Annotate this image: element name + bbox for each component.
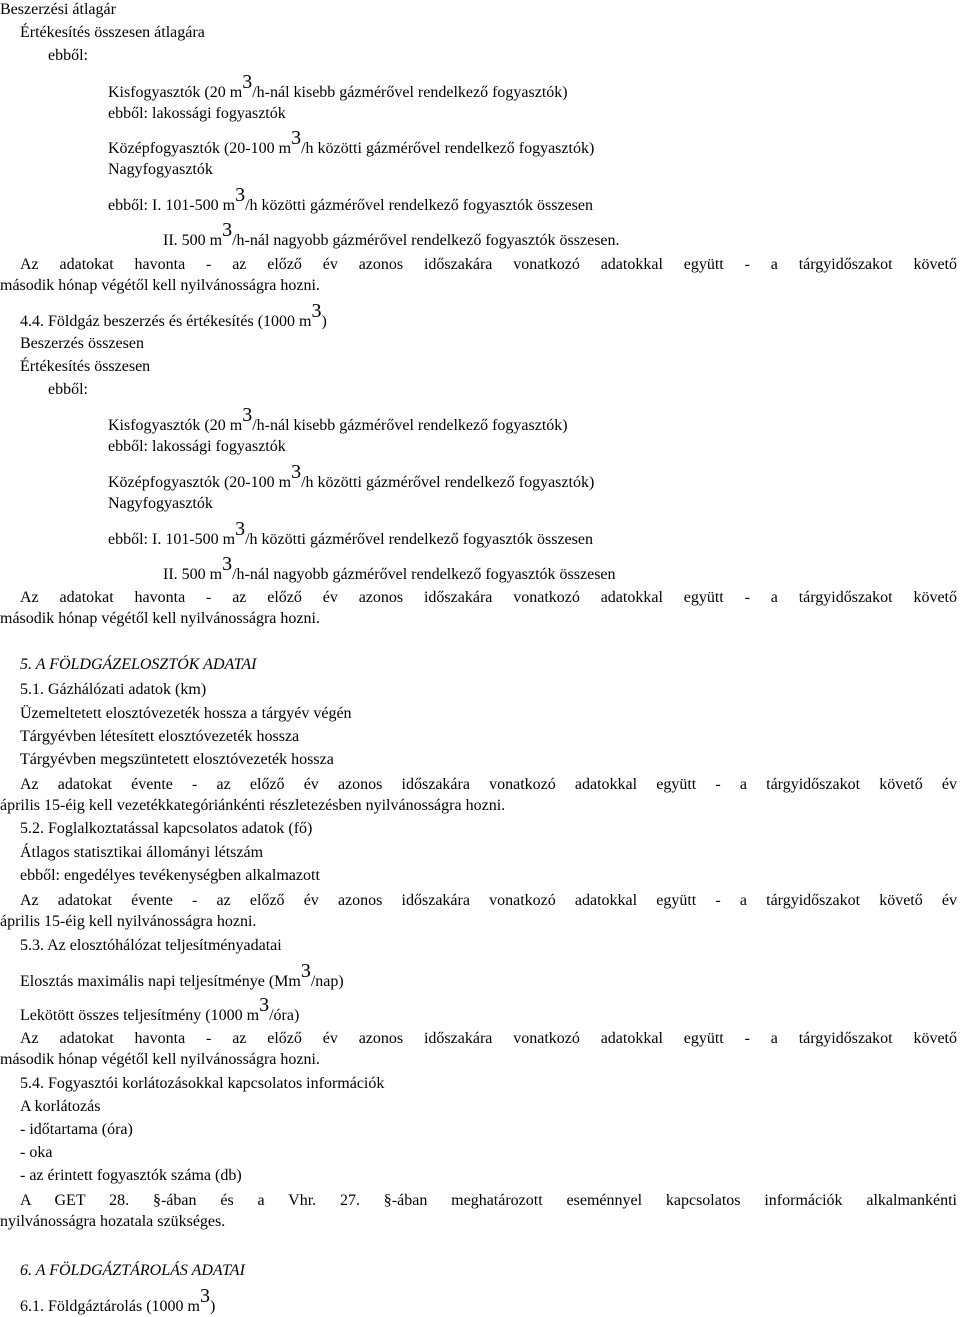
note-evente-cont: április 15-éig kell vezetékkategóriánkénti részletezésben nyilvánosságra hozni. bbox=[0, 797, 506, 814]
note-havonta: Az adatokat havonta - az előző év azonos időszakára vonatkozó adatokkal együtt - a tárgyidőszakot követő bbox=[20, 1030, 957, 1047]
line-500-felett bbox=[163, 553, 616, 585]
line-lakossagi: ebből: lakossági fogyasztók bbox=[108, 438, 286, 455]
text: 4.4. Földgáz beszerzés és értékesítés (1000 m bbox=[20, 313, 312, 330]
text: /h közötti gázmérővel rendelkező fogyasztók) bbox=[301, 140, 595, 157]
text: /h közötti gázmérővel rendelkező fogyasztók összesen bbox=[245, 197, 593, 214]
heading-section-6: 6. A FÖLDGÁZTÁROLÁS ADATAI bbox=[20, 1262, 245, 1279]
line-lakossagi: ebből: lakossági fogyasztók bbox=[108, 105, 286, 122]
note-evente-cont: április 15-éig kell nyilvánosságra hozni. bbox=[0, 913, 257, 930]
line-idotartama: - időtartama (óra) bbox=[20, 1121, 133, 1138]
heading-5-2: 5.2. Foglalkoztatással kapcsolatos adatok (fő) bbox=[20, 820, 313, 837]
text: Kisfogyasztók (20 m bbox=[108, 84, 243, 101]
text: Középfogyasztók (20-100 m bbox=[108, 474, 292, 491]
text: ebből: I. 101-500 m bbox=[108, 197, 236, 214]
note-havonta-cont: második hónap végétől kell nyilvánosságra hozni. bbox=[0, 610, 320, 627]
text: II. 500 m bbox=[163, 232, 223, 249]
heading-5-4: 5.4. Fogyasztói korlátozásokkal kapcsolatos információk bbox=[20, 1075, 385, 1092]
superscript: 3 bbox=[235, 184, 246, 206]
line-kozepfogyasztok bbox=[108, 127, 595, 159]
heading-5-3: 5.3. Az elosztóhálózat teljesítményadatai bbox=[20, 937, 282, 954]
text: Lekötött összes teljesítmény (1000 m bbox=[20, 1007, 260, 1024]
superscript: 3 bbox=[311, 300, 322, 322]
line-oka: - oka bbox=[20, 1144, 53, 1161]
line-megszuntetett: Tárgyévben megszüntetett elosztóvezeték hossza bbox=[20, 751, 334, 768]
line-letesitett: Tárgyévben létesített elosztóvezeték hossza bbox=[20, 728, 300, 745]
text: /h-nál nagyobb gázmérővel rendelkező fogyasztók összesen. bbox=[232, 232, 620, 249]
line-uzemeltetett: Üzemeltetett elosztóvezeték hossza a tárgyév végén bbox=[20, 705, 352, 722]
text: II. 500 m bbox=[163, 566, 223, 583]
note-havonta-cont: második hónap végétől kell nyilvánosságra hozni. bbox=[0, 277, 320, 294]
superscript: 3 bbox=[242, 404, 253, 426]
text: /h közötti gázmérővel rendelkező fogyasztók összesen bbox=[245, 531, 593, 548]
line-beszerzesi-atlagar: Beszerzési átlagár bbox=[0, 1, 116, 18]
line-beszerzes-osszesen: Beszerzés összesen bbox=[20, 335, 144, 352]
line-ebbol: ebből: bbox=[48, 381, 88, 398]
line-lekotott bbox=[20, 994, 300, 1026]
line-kisfogyasztok bbox=[108, 404, 568, 436]
text: Középfogyasztók (20-100 m bbox=[108, 140, 292, 157]
note-evente: Az adatokat évente - az előző év azonos időszakára vonatkozó adatokkal együtt - a tárgyidőszakot követő év bbox=[20, 776, 957, 793]
line-ebbol-101-500 bbox=[108, 518, 593, 550]
line-ertekesites-osszesen: Értékesítés összesen bbox=[20, 358, 151, 375]
line-erintett: - az érintett fogyasztók száma (db) bbox=[20, 1167, 242, 1184]
note-havonta: Az adatokat havonta - az előző év azonos időszakára vonatkozó adatokkal együtt - a tárgyidőszakot követő bbox=[20, 256, 957, 273]
superscript: 3 bbox=[300, 960, 311, 982]
heading-section-5: 5. A FÖLDGÁZELOSZTÓK ADATAI bbox=[20, 656, 257, 673]
line-korlatozas: A korlátozás bbox=[20, 1098, 101, 1115]
line-engedelyes: ebből: engedélyes tevékenységben alkalmazott bbox=[20, 867, 320, 884]
text: ebből: I. 101-500 m bbox=[108, 531, 236, 548]
text: ) bbox=[321, 313, 327, 330]
superscript: 3 bbox=[291, 127, 302, 149]
text: /h-nál kisebb gázmérővel rendelkező fogyasztók) bbox=[252, 84, 568, 101]
text: /h közötti gázmérővel rendelkező fogyasztók) bbox=[301, 474, 595, 491]
note-get-cont: nyilvánosságra hozatala szükséges. bbox=[0, 1213, 226, 1230]
text: /óra) bbox=[269, 1007, 300, 1024]
line-500-felett bbox=[163, 219, 620, 251]
superscript: 3 bbox=[259, 994, 270, 1016]
text: /h-nál nagyobb gázmérővel rendelkező fogyasztók összesen bbox=[232, 566, 616, 583]
line-ebbol: ebből: bbox=[48, 47, 88, 64]
heading-5-1: 5.1. Gázhálózati adatok (km) bbox=[20, 681, 207, 698]
superscript: 3 bbox=[199, 1285, 210, 1307]
superscript: 3 bbox=[222, 553, 233, 575]
superscript: 3 bbox=[291, 461, 302, 483]
heading-6-1 bbox=[20, 1285, 216, 1317]
line-nagyfogyasztok: Nagyfogyasztók bbox=[108, 495, 213, 512]
note-get: A GET 28. §-ában és a Vhr. 27. §-ában meghatározott eseménnyel kapcsolatos információk alkalmankénti bbox=[20, 1192, 957, 1209]
superscript: 3 bbox=[235, 518, 246, 540]
note-havonta-cont: második hónap végétől kell nyilvánosságra hozni. bbox=[0, 1051, 320, 1068]
line-max-napi bbox=[20, 960, 344, 992]
superscript: 3 bbox=[242, 71, 253, 93]
text: Elosztás maximális napi teljesítménye (Mm bbox=[20, 973, 301, 990]
line-letszam: Átlagos statisztikai állományi létszám bbox=[20, 844, 264, 861]
superscript: 3 bbox=[222, 219, 233, 241]
line-kozepfogyasztok bbox=[108, 461, 595, 493]
line-ebbol-101-500 bbox=[108, 184, 593, 216]
note-havonta: Az adatokat havonta - az előző év azonos időszakára vonatkozó adatokkal együtt - a tárgyidőszakot követő bbox=[20, 589, 957, 606]
note-evente: Az adatokat évente - az előző év azonos időszakára vonatkozó adatokkal együtt - a tárgyidőszakot követő év bbox=[20, 892, 957, 909]
text: Kisfogyasztók (20 m bbox=[108, 417, 243, 434]
line-ertekesites-atlagara: Értékesítés összesen átlagára bbox=[20, 24, 205, 41]
text: /nap) bbox=[310, 973, 344, 990]
line-nagyfogyasztok: Nagyfogyasztók bbox=[108, 161, 213, 178]
heading-4-4 bbox=[20, 300, 327, 332]
line-kisfogyasztok bbox=[108, 71, 568, 103]
text: ) bbox=[209, 1298, 216, 1315]
text: /h-nál kisebb gázmérővel rendelkező fogyasztók) bbox=[252, 417, 568, 434]
text: 6.1. Földgáztárolás (1000 m bbox=[20, 1298, 200, 1315]
